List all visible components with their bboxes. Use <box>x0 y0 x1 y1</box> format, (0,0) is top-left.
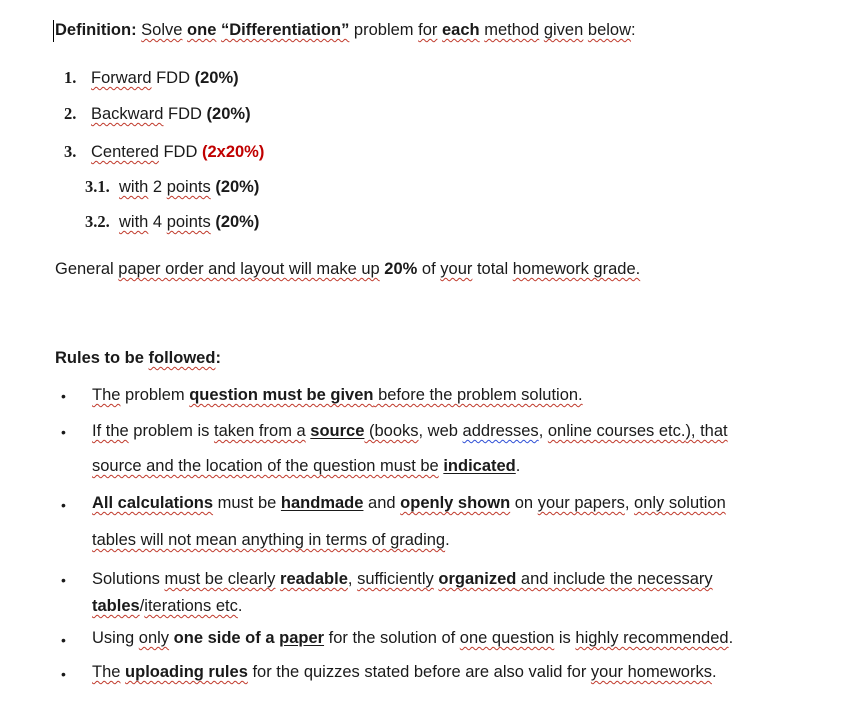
method-fdd: FDD <box>151 69 191 87</box>
method-name: Centered <box>91 143 159 161</box>
method-fdd: FDD <box>163 105 202 123</box>
method-fdd: FDD <box>158 143 198 161</box>
rule-2 <box>92 422 728 441</box>
rule-4 <box>92 570 713 589</box>
rule-readable: readable <box>280 570 348 588</box>
definition-one: one <box>187 21 217 39</box>
rules-title-text: Rules to be <box>55 349 149 367</box>
rule-bold: question must be given <box>189 386 374 404</box>
rule-2-continued <box>92 457 520 476</box>
bullet-icon: • <box>61 388 66 404</box>
submethod-percent: (20%) <box>215 178 260 196</box>
submethod-count: 2 <box>148 178 167 196</box>
rules-title-followed: followed <box>148 349 216 367</box>
submethod-count: 4 <box>148 213 167 231</box>
method-name: Backward <box>91 105 164 123</box>
rule-text: one question <box>459 629 555 647</box>
method-item-1 <box>64 68 239 88</box>
rule-organized: organized <box>438 570 517 588</box>
method-number: 3. <box>64 142 77 161</box>
submethod-points: points <box>166 178 211 196</box>
method-number: 2. <box>64 104 77 123</box>
rule-text: source and the location of the question must be <box>92 457 439 475</box>
rule-text: sufficiently <box>357 570 434 588</box>
rule-text: must be clearly <box>164 570 276 588</box>
rule-text: taken from a <box>213 422 306 440</box>
bullet-icon: • <box>61 632 66 648</box>
rule-handmade: handmade <box>280 494 364 512</box>
rule-text: iterations etc <box>144 597 238 615</box>
rule-openly-shown: openly shown <box>400 494 511 512</box>
rule-text: problem <box>120 386 190 404</box>
method-percent: (20%) <box>194 69 239 87</box>
general-percent: 20% <box>384 260 418 278</box>
method-item-2 <box>64 104 251 124</box>
rules-title <box>55 349 221 368</box>
definition-method: method <box>484 21 540 39</box>
rule-text: tables will not mean anything in terms of grading <box>92 531 446 549</box>
rule-text: , <box>347 570 358 588</box>
rule-text: on <box>510 494 538 512</box>
rule-text: for the quizzes stated before are also valid for <box>247 663 591 681</box>
rule-text: for the solution of <box>324 629 460 647</box>
definition-colon: : <box>631 21 636 39</box>
rule-3 <box>92 494 726 513</box>
method-name: Forward <box>91 69 152 87</box>
rule-1 <box>92 386 583 405</box>
rule-text: only solution <box>634 494 726 512</box>
rule-text: Using <box>92 629 139 647</box>
rule-text: highly recommended <box>575 629 729 647</box>
rule-text: The <box>92 663 121 681</box>
submethod-item-2 <box>85 212 259 232</box>
general-text: of <box>417 260 441 278</box>
rule-6 <box>92 663 717 682</box>
definition-differentiation: “Differentiation” <box>220 21 350 39</box>
rule-text: your papers <box>537 494 625 512</box>
rule-text: your homeworks <box>590 663 712 681</box>
rule-source: source <box>310 422 365 440</box>
submethod-with: with <box>119 213 149 231</box>
rule-3-continued <box>92 531 450 550</box>
rule-text: , <box>624 494 635 512</box>
rule-text: , web <box>418 422 463 440</box>
rules-title-colon: : <box>215 349 221 367</box>
general-line <box>55 260 640 279</box>
submethod-number: 3.2. <box>85 212 110 231</box>
general-text-underlined: paper order and layout will make up <box>118 260 380 278</box>
rule-indicated: indicated <box>443 457 516 475</box>
method-number: 1. <box>64 68 77 87</box>
bullet-icon: • <box>61 666 66 682</box>
rule-text: Solutions <box>92 570 165 588</box>
general-your: your <box>440 260 473 278</box>
rule-paper: paper <box>279 629 325 647</box>
rule-text: and include the necessary <box>516 570 713 588</box>
rule-text: . <box>728 629 734 647</box>
rule-text: / <box>139 597 145 615</box>
submethod-percent: (20%) <box>215 213 260 231</box>
rule-text: must be <box>213 494 281 512</box>
rule-text: ), that <box>685 422 728 440</box>
definition-problem: problem <box>353 21 414 39</box>
method-item-3 <box>64 142 264 162</box>
submethod-with: with <box>119 178 149 196</box>
submethod-item-1 <box>85 177 259 197</box>
definition-solve: Solve <box>141 21 183 39</box>
rule-text: only <box>138 629 170 647</box>
definition-label: Definition: <box>55 21 137 39</box>
rule-text: online courses etc. <box>547 422 686 440</box>
general-text: total <box>472 260 513 278</box>
method-percent: (20%) <box>206 105 251 123</box>
rule-text: before the problem solution. <box>373 386 583 404</box>
definition-line <box>55 21 636 40</box>
submethod-number: 3.1. <box>85 177 110 196</box>
rule-text: . <box>711 663 717 681</box>
rule-text: and <box>363 494 401 512</box>
definition-given: given <box>543 21 584 39</box>
rule-text: (books <box>364 422 419 440</box>
rule-text: If the <box>92 422 129 440</box>
rule-text: problem is <box>128 422 214 440</box>
rule-text: The <box>92 386 121 404</box>
method-percent: (2x20%) <box>201 143 265 161</box>
bullet-icon: • <box>61 497 66 513</box>
rule-tables: tables <box>92 597 140 615</box>
rule-uploading-rules: uploading rules <box>125 663 248 681</box>
bullet-icon: • <box>61 424 66 440</box>
rule-text: addresses <box>462 422 539 440</box>
rule-5 <box>92 629 733 648</box>
submethod-points: points <box>166 213 211 231</box>
rule-4-continued <box>92 597 242 616</box>
rule-text: . <box>445 531 450 549</box>
rule-bold: All calculations <box>92 494 214 512</box>
rule-text: . <box>237 597 243 615</box>
definition-each: each <box>442 21 480 39</box>
general-grade: homework grade. <box>512 260 641 278</box>
general-text: General <box>55 260 119 278</box>
definition-for: for <box>418 21 438 39</box>
rule-text: , <box>538 422 548 440</box>
rule-text: . <box>515 457 521 475</box>
rule-one-side: one side of a <box>173 629 275 647</box>
definition-below: below <box>587 21 632 39</box>
rule-text: is <box>554 629 576 647</box>
text-cursor <box>53 20 54 42</box>
bullet-icon: • <box>61 572 66 588</box>
